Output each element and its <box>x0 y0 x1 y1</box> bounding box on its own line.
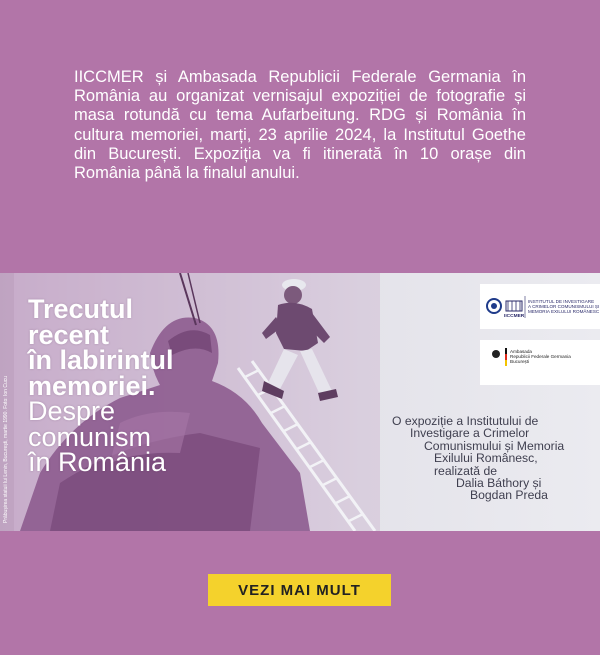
desc-line: Bogdan Preda <box>470 488 548 503</box>
title-line: în labirintul <box>28 345 174 375</box>
desc-line: realizată de <box>434 463 498 478</box>
banner-title <box>28 294 174 477</box>
desc-line: Dalia Báthory și <box>456 476 542 491</box>
title-line: recent <box>28 319 110 350</box>
desc-line: Comunismului și Memoria <box>424 438 565 453</box>
logo2-line: Ambasada <box>510 349 532 354</box>
logo1-line: A CRIMELOR COMUNISMULUI ȘI <box>528 304 600 309</box>
german-embassy-logo <box>480 340 600 385</box>
logo2-line: București <box>510 359 530 364</box>
subtitle-line: comunism <box>28 421 152 452</box>
logo1-line: INSTITUTUL DE INVESTIGARE <box>528 299 595 304</box>
subtitle-line: Despre <box>28 396 116 426</box>
logo1-acronym: IICCMER <box>504 314 525 319</box>
exhibition-description <box>380 415 580 502</box>
title-line: Trecutul <box>28 294 134 324</box>
exhibition-banner[interactable] <box>0 273 600 531</box>
logo1-line: MEMORIA EXILULUI ROMÂNESC <box>528 309 600 314</box>
logo2-line: Republicii Federale Germania <box>510 354 571 359</box>
desc-line: O expoziție a Institutului de <box>392 414 539 428</box>
intro-paragraph: IICCMER și Ambasada Republicii Federale Germania în România au organizat vernisajul expoziției de fotografie și masa rotundă cu tema Aufarbeitung. RDG și România în cultura memoriei, marți, 23 aprilie 2024, la Institutul Goethe din București. Expoziția va fi itinerată în 10 orașe din România până la finalul anului. <box>74 68 526 183</box>
iiccmer-logo <box>480 284 600 329</box>
desc-line: Investigare a Crimelor <box>410 426 530 441</box>
photo-credit: Prăbușirea statuii lui Lenin, Bucureşti, martie 1990. Foto: Ion Cucu <box>3 375 9 523</box>
see-more-button[interactable]: VEZI MAI MULT <box>208 574 391 606</box>
desc-line: Exilului Românesc, <box>434 451 538 466</box>
subtitle-line: în România <box>28 447 167 477</box>
title-line: memoriei. <box>28 370 156 401</box>
